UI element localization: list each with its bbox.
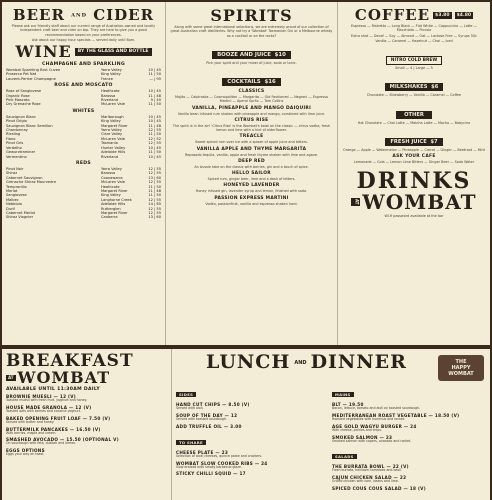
- lunch-title: LUNCH: [206, 351, 291, 373]
- cocktail-feature-desc: An Aussie take on the classic with berries, gin and a touch of spice.: [194, 164, 309, 169]
- wine-name: Chardonnay: [6, 128, 28, 133]
- cocktail-feature-title: DEEP RED: [238, 158, 265, 164]
- cocktail-feature-title: HONEYED LAVENDER: [223, 183, 280, 189]
- wine-region: Heathcote: [101, 89, 120, 94]
- cocktail-feature-desc: Spiced rum, ginger beer, lime and a dash of bitters.: [207, 177, 296, 181]
- food-item-desc: Toasted muesli with fresh fruit, yoghurt and honey.: [6, 398, 88, 402]
- other-list: Hot Chocolate — Chai Latte — Matcha Latte — Mocha — Babycino: [357, 120, 471, 125]
- wine-price: — | 95: [149, 76, 161, 81]
- wine-name: Malbec: [6, 197, 19, 202]
- wine-price: 12 | 55: [148, 206, 161, 211]
- wine-price: 11 | 50: [148, 72, 161, 77]
- wine-name: Durif: [6, 206, 15, 211]
- wine-price: 12 | 55: [148, 141, 161, 146]
- wine-name: Tempranillo: [6, 184, 27, 189]
- salads-items: [332, 464, 486, 491]
- cocktail-feature-title: VANILLA, PINEAPPLE AND MANGO DAIQUIRI: [191, 105, 312, 111]
- wine-region: Marlborough: [101, 114, 124, 119]
- wine-name: Pinot Noir: [6, 166, 24, 171]
- breakfast-wombat: WOMBAT: [17, 368, 111, 387]
- wine-region: Canberra: [101, 215, 118, 220]
- wine-heading: [6, 44, 161, 60]
- booze-juice-desc: Pick your spirit and your mixer of juice, soda or tonic.: [206, 60, 297, 65]
- wine-region: Margaret River: [101, 210, 128, 215]
- wine-price: 10 | 45: [148, 89, 161, 94]
- food-item-desc: Served with butter and honey.: [6, 419, 55, 424]
- wine-row: [6, 77, 161, 81]
- spirits-column: [166, 2, 338, 345]
- wine-region: King Valley: [101, 193, 121, 198]
- classics-label: CLASSICS: [238, 89, 265, 94]
- wine-price: 11 | 50: [148, 102, 161, 107]
- milkshakes-list: Chocolate — Strawberry — Vanilla — Caramel — Coffee: [366, 93, 462, 98]
- cocktail-feature-title: HELLO SAILOR: [232, 171, 271, 176]
- food-item-desc: Grilled chicken with corn, beans and lime.: [332, 479, 399, 484]
- wine-name: Pinot Gris: [6, 141, 24, 146]
- milkshakes-bar: MILKSHAKES $6: [385, 83, 444, 91]
- breakfast-at: AT: [8, 374, 14, 380]
- wine-region: Riverland: [101, 154, 119, 159]
- brand-at: AT: [351, 198, 360, 206]
- sides-items: [176, 402, 326, 429]
- wine-price: 12 | 55: [148, 166, 161, 171]
- wine-name: Organic Rose: [6, 93, 30, 98]
- rose-list: [6, 89, 161, 107]
- breakfast-available: AVAILABLE UNTIL 11:30AM DAILY: [6, 387, 101, 392]
- wine-name: Nebbiolo: [6, 202, 22, 207]
- cocktail-feature-desc: Vodka, passionfruit, vanilla and espresso shaken hard.: [205, 201, 298, 206]
- wine-price: 14 | 65: [148, 202, 161, 207]
- food-item-title: BROWNIE MUESLI — 12 (V): [6, 394, 77, 399]
- wine-region: Yarra Valley: [101, 128, 122, 133]
- wine-name: Grenache Shiraz Mourvedre: [6, 180, 57, 185]
- food-item-desc: Eggs your way on toast.: [6, 452, 45, 457]
- wine-name: Prosecco Pet Nat: [6, 72, 37, 77]
- breakfast-items: [6, 394, 167, 457]
- spirits-title: SPIRITS: [210, 6, 293, 25]
- cocktail-feature-title: PASSION EXPRESS MARTINI: [214, 195, 289, 201]
- food-item-desc: Selection of local cheeses, quince paste and crackers.: [176, 453, 263, 458]
- lunch-right-subcol: [332, 381, 486, 491]
- wine-price: 12 | 55: [148, 210, 161, 215]
- classics-list: Mojito — Caipiroska — Cosmopolitan — Margarita — Old Fashioned — Negroni — Espresso Martini — Aperol Spritz — Tom Collins: [175, 95, 328, 104]
- fresh-juice-list: Orange — Apple — Watermelon — Pineapple — Carrot — Ginger — Beetroot — Mint: [343, 147, 485, 152]
- wine-name: Riesling: [6, 132, 21, 137]
- cocktail-feature-desc: The spirit is in the air! 'Citrus Rise' is the Wombat's twist on the classic — citrus vodka, fresh lemon and lime with a hint of elderflower.: [172, 123, 331, 132]
- cold-brew-box: NITRO COLD BREW: [386, 56, 442, 65]
- wine-by-glass-bar: BY THE GLASS AND BOTTLE: [75, 48, 152, 56]
- wine-price: 11 | 48: [148, 93, 161, 98]
- cocktail-feature-desc: Vanilla bean infused rum shaken with pineapple and mango, combined with lime juice.: [177, 111, 326, 116]
- wine-region: Tasmania: [101, 141, 118, 146]
- wine-region: Riverland: [101, 98, 119, 103]
- wine-name: Shiraz Viognier: [6, 215, 34, 220]
- brand-wombat: WOMBAT: [362, 190, 477, 215]
- wine-region: Barossa: [101, 171, 116, 176]
- brand-drinks: DRINKS: [356, 168, 472, 195]
- wine-price: 11 | 48: [148, 123, 161, 128]
- sides-label: SIDES: [176, 392, 196, 397]
- beer-intro: Please ask our friendly staff about our current range of Australian-owned and locally independent craft beer and cider on tap. They are here to give you a good recommendation based on your preferences.: [11, 24, 156, 37]
- food-item-desc: On sourdough with feta, dukkah and lemon.: [6, 441, 77, 446]
- wine-region: Rutherglen: [101, 206, 121, 211]
- wine-price: 11 | 50: [148, 150, 161, 155]
- cocktail-feature-title: CITRUS RISE: [234, 117, 269, 123]
- wine-name: Pinot Grigio: [6, 119, 27, 124]
- wine-region: McLaren Vale: [101, 136, 125, 141]
- wine-region: Heathcote: [101, 184, 120, 189]
- wine-price: 13 | 60: [148, 215, 161, 220]
- champagne-subheading: CHAMPAGNE AND SPARKLING: [41, 62, 126, 67]
- food-item-desc: Roasted vegetables with hummus and rocket.: [332, 416, 406, 421]
- beer-wine-column: [2, 2, 166, 345]
- food-item-title: EGGS OPTIONS: [6, 448, 45, 454]
- wine-price: 12 | 55: [148, 171, 161, 176]
- wine-name: Cabernet Merlot: [6, 210, 36, 215]
- food-item-desc: Served with toasted sourdough.: [176, 416, 227, 421]
- wine-name: Vermentino: [6, 154, 27, 159]
- wine-price: 10 | 45: [148, 68, 161, 72]
- wine-price: 10 | 45: [148, 119, 161, 124]
- food-menu-sheet: [2, 349, 490, 500]
- food-item-desc: Bacon, lettuce, tomato and aioli on toasted sourdough.: [332, 406, 421, 410]
- lunch-and: AND: [294, 359, 307, 366]
- coffee-title: COFFEE: [354, 6, 431, 24]
- wine-price: 11 | 48: [148, 188, 161, 193]
- wine-region: Hunter Valley: [101, 145, 126, 150]
- wine-price: 9 | 40: [150, 98, 161, 103]
- food-item-title: BLT — 19.50: [332, 402, 364, 407]
- food-item-title: SMASHED AVOCADO — 15.50 (OPTIONAL V): [6, 437, 119, 443]
- cocktail-feature-desc: Honey infused gin, lavender syrup and lemon, finished with soda.: [195, 189, 308, 194]
- food-item-title: THE BURRATA BOWL — 22 (V): [332, 464, 409, 470]
- whites-subheading: WHITES: [72, 108, 95, 114]
- food-item-title: SMOKED SALMON — 23: [332, 434, 393, 440]
- wine-name: Laurent-Perrier Champagne: [6, 76, 56, 81]
- wine-row: [6, 215, 161, 219]
- wine-row: [6, 155, 161, 159]
- wine-name: Sauvignon Blanc Semillon: [6, 123, 53, 128]
- food-item-title: CAJUN CHICKEN SALAD — 22: [332, 475, 407, 481]
- breakfast-column: [2, 349, 172, 500]
- wine-title: WINE: [15, 42, 72, 61]
- cocktail-feature-desc: Sweet spiced rum over ice with a splash of apple juice and bitters.: [195, 140, 308, 145]
- wine-price: 12 | 52: [148, 136, 161, 141]
- food-item-title: BUTTERMILK PANCAKES — 16.50 (V): [6, 426, 101, 432]
- coffee-price-small: $3.80: [435, 12, 450, 18]
- lunch-dinner-column: [172, 349, 490, 500]
- wine-price: 10 | 45: [148, 154, 161, 159]
- food-item-title: AGE GOLD WAGYU BURGER — 24: [332, 423, 417, 429]
- food-item-title: ADD TRUFFLE OIL — 3.00: [176, 423, 242, 429]
- food-item-title: HOUSE MADE GRANOLA — 12 (V): [6, 404, 92, 410]
- cold-brew-sizes: Small — 4 | Large — 5: [395, 66, 433, 70]
- mains-label: MAINS: [332, 392, 354, 397]
- food-item-desc: Smoked salmon with capers, avocado and rocket.: [332, 438, 412, 443]
- wine-region: King Valley: [101, 119, 121, 124]
- wine-region: Margaret River: [101, 123, 128, 128]
- wine-region: King Valley: [101, 72, 121, 77]
- food-item-title: SPICED COUS COUS SALAD — 18 (V): [332, 486, 426, 492]
- soft-drinks-list: Lemonade — Cola — Lemon Lime Bitters — Ginger Beer — Soda Water: [353, 160, 475, 164]
- wine-price: 13 | 60: [148, 175, 161, 180]
- drinks-menu-sheet: [2, 2, 490, 345]
- wine-name: Sangiovese: [6, 193, 27, 198]
- food-item-title: SOUP OF THE DAY — 12: [176, 412, 238, 418]
- wine-region: France: [101, 76, 113, 81]
- wine-region: Yarra Valley: [101, 68, 122, 72]
- food-item-desc: Served with aioli.: [176, 406, 204, 410]
- food-item-title: WOMBAT SLOW COOKED RIBS — 24: [176, 460, 268, 466]
- wine-region: Adelaide Hills: [101, 150, 126, 155]
- wine-name: Gewurztraminer: [6, 150, 36, 155]
- wine-region: Clare Valley: [101, 132, 123, 137]
- cocktail-feature-desc: Reposado tequila, vanilla, apple and fresh thyme shaken with lime and agave.: [185, 152, 318, 157]
- reds-list: [6, 167, 161, 220]
- food-item-title: CHEESE PLATE — 23: [176, 449, 229, 455]
- wine-price: 10 | 45: [148, 114, 161, 119]
- beer-cider-title: BEER AND CIDER: [12, 6, 155, 24]
- coffee-styles: Espresso — Ristretto — Long Black — Flat White — Cappuccino — Latte — Macchiato — Piccolo: [350, 24, 477, 33]
- booze-juice-bar: BOOZE AND JUICE $10: [212, 51, 291, 59]
- reds-subheading: REDS: [76, 160, 91, 166]
- food-item-desc: With berries, maple and cream.: [6, 430, 57, 435]
- share-items: [176, 450, 326, 477]
- food-item-title: BAKED OPENING FRUIT LOAF — 7.50 (V): [6, 415, 111, 421]
- coffee-extras-syrups: Vanilla — Caramel — Hazelnut — Chai — Iced: [375, 38, 453, 43]
- mains-items: [332, 402, 486, 443]
- wine-price: 10 | 45: [148, 145, 161, 150]
- coffee-heading: [342, 8, 486, 23]
- food-item-title: HAND CUT CHIPS — 8.50 (V): [176, 402, 250, 407]
- wine-price: 12 | 55: [148, 180, 161, 185]
- coffee-price-large: $4.80: [456, 12, 472, 18]
- rose-subheading: ROSE AND MOSCATO: [54, 83, 113, 89]
- coffee-column: [338, 2, 490, 345]
- wine-price: 12 | 55: [148, 128, 161, 133]
- food-item-desc: Slow braised with smoky barbecue glaze.: [176, 464, 242, 469]
- wine-name: Rose of Sangiovese: [6, 89, 42, 94]
- wine-region: Barossa: [101, 93, 116, 98]
- wine-price: 11 | 50: [148, 193, 161, 198]
- wine-row: [6, 102, 161, 106]
- wine-name: Pink Moscato: [6, 98, 30, 103]
- wine-name: Wombat Sparkling Brut Cuvee: [6, 68, 61, 72]
- food-item-title: MEDITERRANEAN ROAST VEGETABLE — 18.50 (V): [332, 412, 460, 418]
- cocktails-bar: COCKTAILS $16: [222, 78, 280, 86]
- food-item-title: STICKY CHILLI SQUID — 17: [176, 471, 246, 477]
- fresh-juice-bar: FRESH JUICE $7: [385, 138, 442, 146]
- wine-region: Adelaide Hills: [101, 202, 126, 207]
- share-label: TO SHARE: [176, 440, 206, 445]
- wine-name: Dry Grenache Rose: [6, 102, 41, 107]
- whites-list: [6, 115, 161, 159]
- wine-name: Shiraz: [6, 171, 18, 176]
- wine-region: Coonawarra: [101, 175, 123, 180]
- food-item-desc: With cheese, pickles and chips.: [332, 427, 382, 432]
- drinks-at-wombat-logo: [342, 168, 486, 215]
- wine-price: 12 | 55: [148, 197, 161, 202]
- soft-drinks-title: ASK YOUR CAFE: [392, 154, 436, 159]
- wine-region: Yarra Valley: [101, 166, 122, 171]
- wine-name: Sauvignon Blanc: [6, 114, 36, 119]
- wine-price: 11 | 50: [148, 132, 161, 137]
- wine-price: 11 | 50: [148, 184, 161, 189]
- wine-name: Fiano: [6, 136, 16, 141]
- cocktail-features-list: [170, 106, 333, 206]
- salads-label: SALADS: [332, 454, 357, 459]
- food-item-desc: Toasted oats with berries and coconut yoghurt.: [6, 408, 82, 413]
- dinner-title: DINNER: [310, 351, 407, 373]
- cocktail-feature-title: TREACLE: [239, 134, 264, 140]
- wine-region: McLaren Vale: [101, 102, 125, 107]
- wifi-note: Wi-fi password available at the bar: [384, 214, 444, 219]
- champagne-list: [6, 68, 161, 81]
- wine-region: Margaret River: [101, 188, 128, 193]
- cocktail-feature-title: VANILLA APPLE AND THYME MARGARITA: [196, 146, 307, 152]
- happy-wombat-logo: THE HAPPY WOMBAT: [438, 355, 484, 381]
- wine-region: McLaren Vale: [101, 180, 125, 185]
- other-bar: OTHER: [396, 111, 432, 119]
- happy-hour-note: Ask about our happy hour specials — served daily until 6pm.: [31, 37, 136, 42]
- wine-name: Merlot: [6, 188, 18, 193]
- wine-name: Cabernet Sauvignon: [6, 175, 43, 180]
- food-item-desc: Fresh burrata, heirloom tomatoes and basil.: [332, 468, 402, 473]
- wine-name: Verdelho: [6, 145, 22, 150]
- spirits-intro: Along with some great international selections, we are extremely proud of our collection of great Australian craft distilleries. Why not try a 'Wombat' Tasmanian Gin or a Melbourne whisky as a cocktail or on the rocks?: [170, 25, 333, 38]
- breakfast-title: BREAKFAST: [6, 351, 134, 371]
- lunch-left-subcol: [176, 381, 326, 476]
- coffee-extras: Extra shot — Decaf — Soy — Almond — Oat — Lactose Free — Syrups 50c: [351, 33, 477, 38]
- wine-region: Langhorne Creek: [101, 197, 132, 202]
